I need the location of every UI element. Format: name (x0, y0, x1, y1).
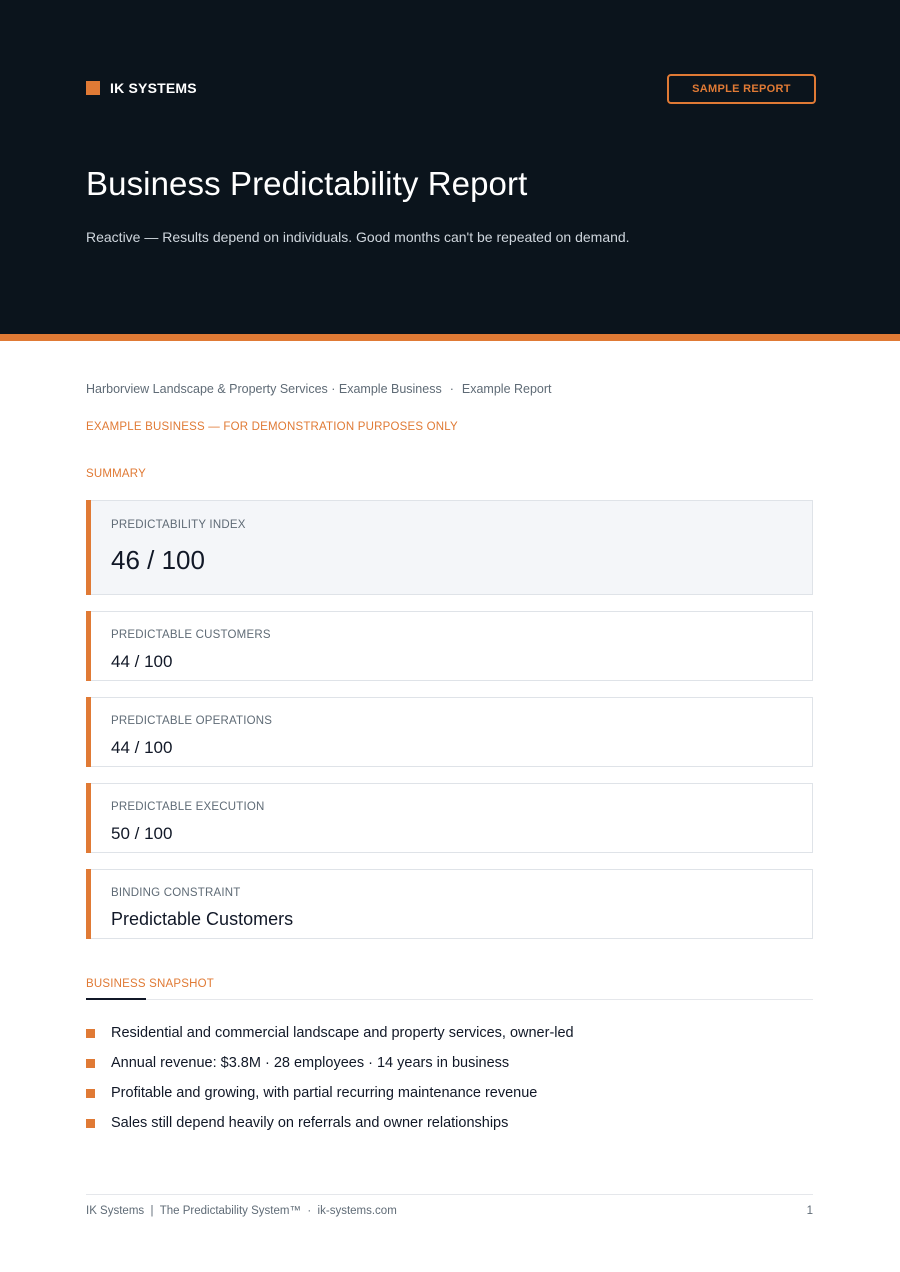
demo-disclaimer: EXAMPLE BUSINESS — FOR DEMONSTRATION PURPOSES ONLY (86, 421, 458, 433)
list-item-text: Profitable and growing, with partial recurring maintenance revenue (111, 1085, 538, 1101)
list-item (86, 1048, 574, 1078)
brand-logo-square-icon (86, 81, 100, 95)
square-bullet-icon (86, 1089, 95, 1098)
list-item-text: Residential and commercial landscape and property services, owner-led (111, 1025, 574, 1041)
report-type: Example Report (461, 382, 552, 396)
sample-report-badge: SAMPLE REPORT (667, 74, 816, 104)
report-subtitle: Reactive — Results depend on individuals. Good months can't be repeated on demand. (86, 229, 630, 245)
brand-name: IK SYSTEMS (110, 80, 197, 96)
list-item-text: Sales still depend heavily on referrals and owner relationships (111, 1115, 509, 1131)
card-label: PREDICTABLE OPERATIONS (111, 715, 273, 727)
snapshot-list (86, 1018, 574, 1138)
card-value: 50 / 100 (111, 824, 173, 843)
card-label: PREDICTABLE CUSTOMERS (111, 629, 271, 641)
card-label: BINDING CONSTRAINT (111, 887, 241, 899)
binding-constraint-card (86, 869, 813, 939)
predictability-index-card (86, 500, 813, 595)
card-label: PREDICTABILITY INDEX (111, 519, 246, 531)
snapshot-section-label: BUSINESS SNAPSHOT (86, 978, 215, 990)
list-item (86, 1018, 574, 1048)
footer-divider (86, 1194, 813, 1195)
summary-section-label: SUMMARY (86, 468, 146, 480)
square-bullet-icon (86, 1029, 95, 1038)
predictable-operations-card (86, 697, 813, 767)
header-accent-rule (0, 334, 900, 341)
card-value: 46 / 100 (111, 545, 205, 575)
report-meta (86, 382, 552, 396)
section-divider-accent (86, 998, 146, 1000)
list-item (86, 1108, 574, 1138)
card-value: 44 / 100 (111, 738, 173, 757)
square-bullet-icon (86, 1119, 95, 1128)
meta-separator: · (449, 382, 454, 396)
list-item (86, 1078, 574, 1108)
predictable-execution-card (86, 783, 813, 853)
report-title: Business Predictability Report (86, 165, 528, 202)
card-value: 44 / 100 (111, 652, 173, 671)
card-value: Predictable Customers (111, 909, 294, 929)
page-number: 1 (806, 1205, 813, 1217)
business-name: Harborview Landscape & Property Services · Example Business (86, 382, 442, 396)
predictable-customers-card (86, 611, 813, 681)
card-label: PREDICTABLE EXECUTION (111, 801, 265, 813)
square-bullet-icon (86, 1059, 95, 1068)
footer-text: IK Systems | The Predictability System™ · ik-systems.com (86, 1205, 397, 1217)
section-divider (86, 999, 813, 1000)
brand (86, 80, 197, 96)
list-item-text: Annual revenue: $3.8M · 28 employees · 14 years in business (111, 1055, 510, 1071)
